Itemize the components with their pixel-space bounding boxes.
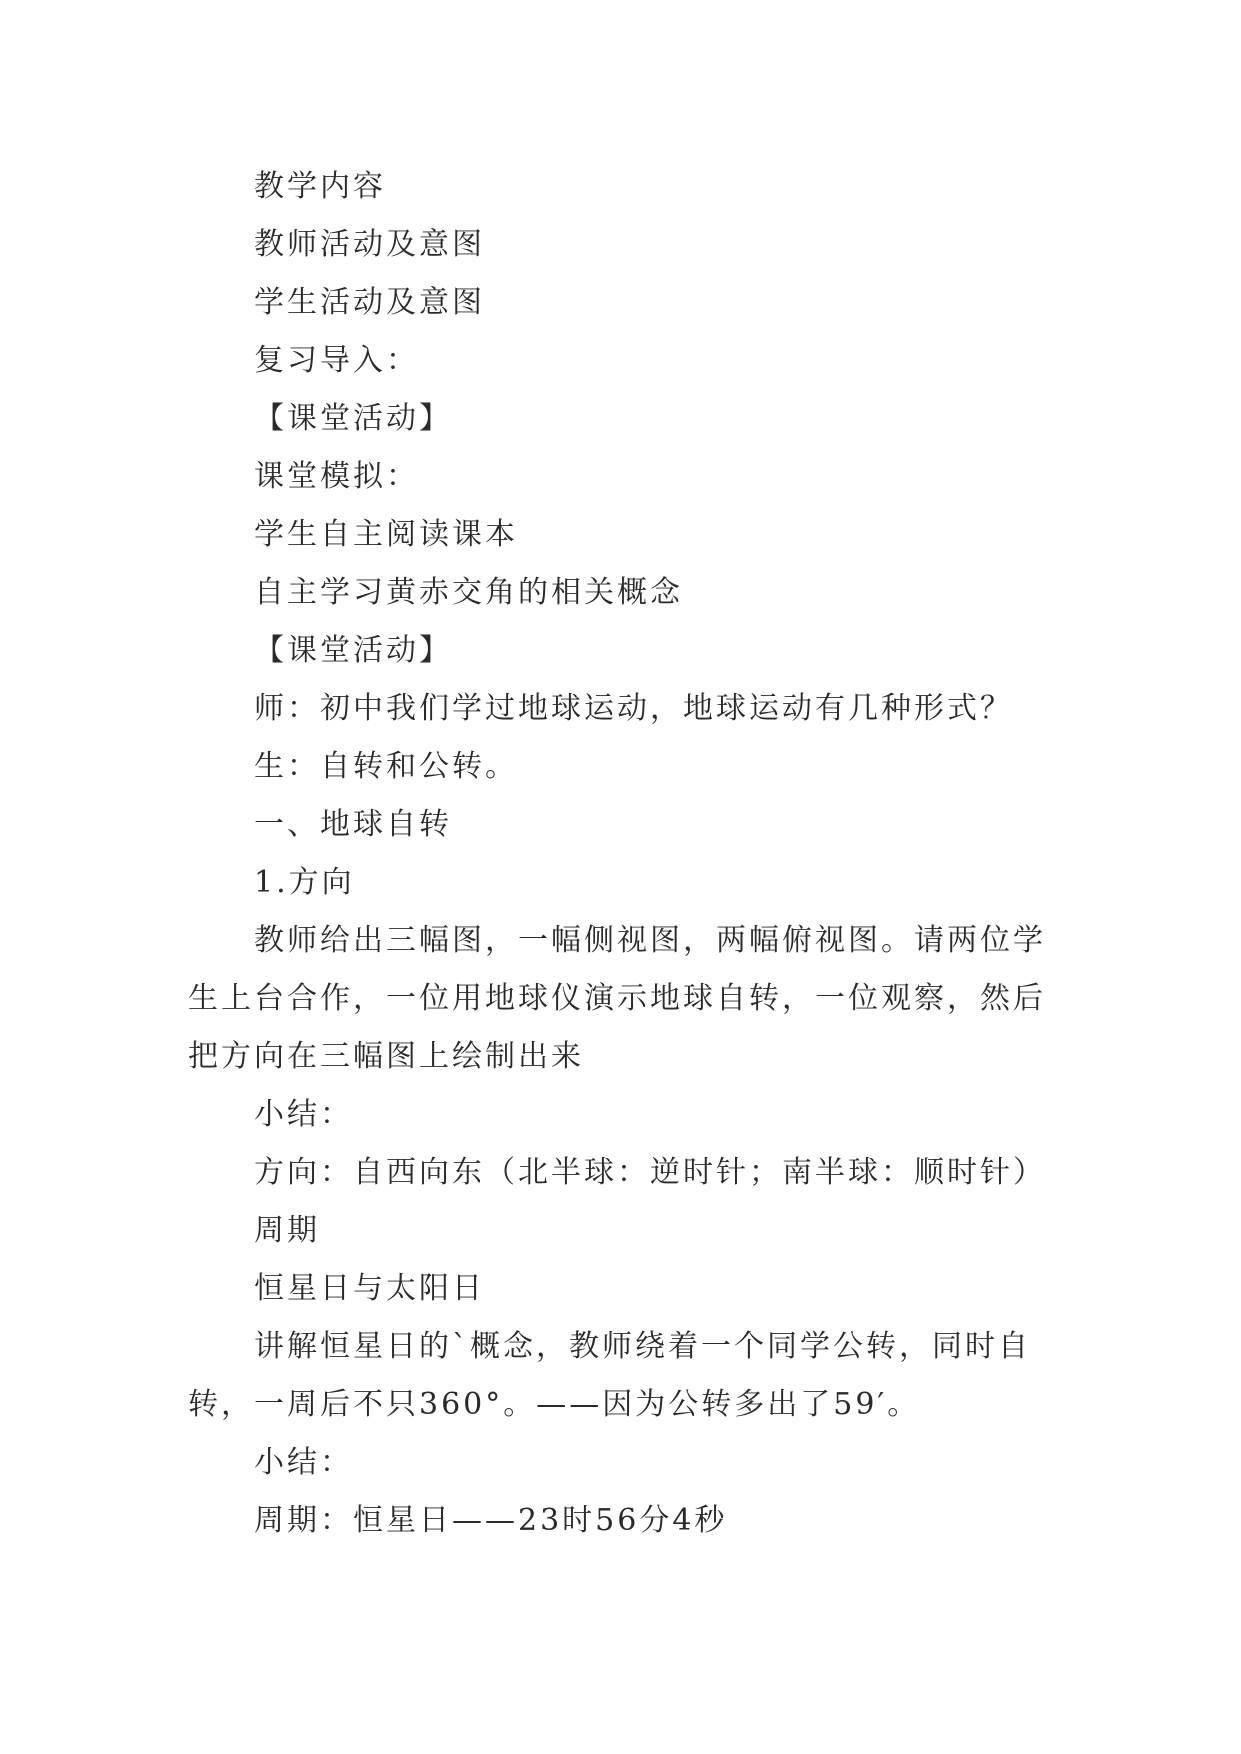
section-heading-rotation: 一、地球自转 [254, 807, 452, 842]
paragraph-sidereal-solar-day: 恒星日与太阳日 [254, 1271, 485, 1306]
paragraph-teacher-question: 师：初中我们学过地球运动，地球运动有几种形式？ [254, 691, 1013, 726]
paragraph-teaching-content: 教学内容 [254, 169, 386, 204]
paragraph-teacher-activity: 教师活动及意图 [254, 227, 485, 262]
paragraph-class-simulation: 课堂模拟： [254, 459, 419, 494]
paragraph-self-reading: 学生自主阅读课本 [254, 517, 518, 552]
paragraph-sidereal-explanation: 讲解恒星日的`概念，教师绕着一个同学公转，同时自转，一周后不只360°。——因为公转多出了59′。 [188, 1329, 1031, 1422]
document-body [188, 158, 1078, 1550]
paragraph-review-intro: 复习导入： [254, 343, 419, 378]
paragraph-summary-label: 小结： [254, 1097, 353, 1132]
paragraph-three-diagrams: 教师给出三幅图，一幅侧视图，两幅俯视图。请两位学生上台合作，一位用地球仪演示地球自转，一位观察，然后把方向在三幅图上绘制出来 [188, 923, 1046, 1074]
paragraph-period-summary: 周期：恒星日——23时56分4秒 [254, 1503, 728, 1538]
paragraph-student-answer: 生：自转和公转。 [254, 749, 518, 784]
subsection-heading-direction: 1.方向 [254, 865, 355, 900]
paragraph-summary-label-2: 小结： [254, 1445, 353, 1480]
paragraph-class-activity-heading: 【课堂活动】 [254, 401, 452, 436]
paragraph-period: 周期 [254, 1213, 320, 1248]
paragraph-self-study: 自主学习黄赤交角的相关概念 [254, 575, 683, 610]
paragraph-class-activity-heading-2: 【课堂活动】 [254, 633, 452, 668]
paragraph-direction-summary: 方向：自西向东（北半球：逆时针；南半球：顺时针） [254, 1155, 1046, 1190]
paragraph-student-activity: 学生活动及意图 [254, 285, 485, 320]
